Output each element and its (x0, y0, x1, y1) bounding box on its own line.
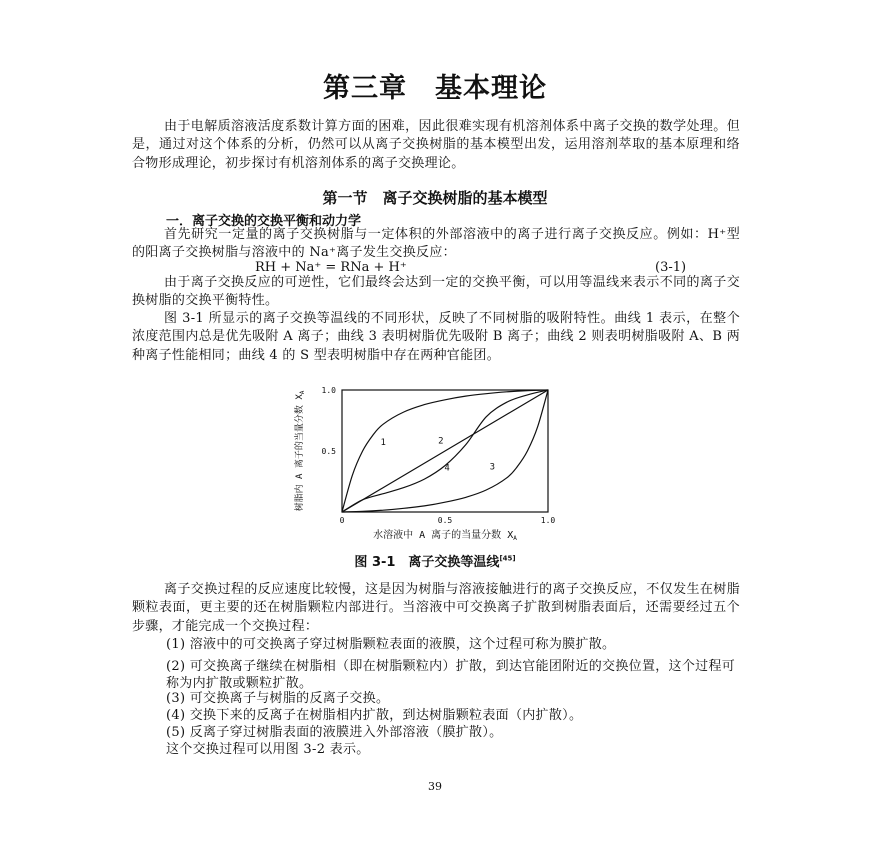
chapter-title: 第三章 基本理论 (323, 73, 547, 104)
equation: RH + Na⁺ = RNa + H⁺ (255, 260, 407, 275)
step-1: (1) 溶液中的可交换离子穿过树脂颗粒表面的液膜，这个过程可称为膜扩散。 (166, 637, 616, 652)
figure-reference: [45] (499, 554, 516, 563)
step-2: (2) 可交换离子继续在树脂相（即在树脂颗粒内）扩散，到达官能团附近的交换位置，这个过程可称为内扩散或颗粒扩散。 (166, 659, 736, 691)
x-axis-label (373, 528, 517, 542)
curve-label-4: 4 (444, 463, 450, 474)
step-4: (4) 交换下来的反离子在树脂相内扩散，到达树脂颗粒表面（内扩散）。 (166, 708, 583, 723)
intro-paragraph: 由于电解质溶液活度系数计算方面的困难，因此很难实现有机溶剂体系中离子交换的数学处理。但是，通过对这个体系的分析，仍然可以从离子交换树脂的基本模型出发，运用溶剂萃取的基本原理和络合物形成理论，初步探讨有机溶剂体系的离子交换理论。 (132, 119, 740, 171)
y-axis-label (293, 390, 306, 511)
closing-line: 这个交换过程可以用图 3-2 表示。 (166, 742, 370, 757)
curve-label-1: 1 (380, 437, 386, 448)
subsection-title: 一．离子交换的交换平衡和动力学 (166, 214, 362, 229)
paragraph-2: 由于离子交换反应的可逆性，它们最终会达到一定的交换平衡，可以用等温线来表示不同的离子交换树脂的交换平衡特性。 (132, 275, 740, 309)
y-axis-label-subscript: A (299, 390, 306, 395)
equation-number: (3-1) (655, 260, 687, 275)
paragraph-3: 图 3-1 所显示的离子交换等温线的不同形状，反映了不同树脂的吸附特性。曲线 1 表示，在整个浓度范围内总是优先吸附 A 离子；曲线 3 表明树脂优先吸附 B 离子；曲线 2 则表明树脂吸附 A、B 两种离子性能相同；曲线 4 的 S 型表明树脂中存在两种官能团。 (132, 311, 740, 363)
figure-caption (0, 551, 870, 570)
step-3: (3) 可交换离子与树脂的反离子交换。 (166, 691, 390, 706)
paragraph-1: 首先研究一定量的离子交换树脂与一定体积的外部溶液中的离子进行离子交换反应。例如：H⁺型的阳离子交换树脂与溶液中的 Na⁺离子发生交换反应： (132, 227, 740, 261)
section-title: 第一节 离子交换树脂的基本模型 (322, 189, 548, 207)
figure-caption-text: 图 3-1 离子交换等温线 (354, 555, 500, 570)
x-axis-label-text: 水溶液中 A 离子的当量分数 X (373, 530, 514, 541)
isotherm-chart (288, 380, 578, 542)
step-5: (5) 反离子穿过树脂表面的液膜进入外部溶液（膜扩散）。 (166, 725, 503, 740)
curve-2 (342, 390, 548, 512)
y-axis-label-text: 树脂内 A 离子的当量分数 X (295, 394, 305, 512)
page-number: 39 (428, 780, 442, 793)
x-tick-label: 1.0 (540, 516, 556, 525)
x-tick-label: 0 (339, 516, 345, 525)
x-axis-label-subscript: A (513, 535, 517, 542)
curves-layer (342, 390, 548, 512)
y-tick-label: 1.0 (321, 386, 336, 395)
curve-label-2: 2 (438, 436, 444, 447)
x-tick-label: 0.5 (437, 516, 453, 525)
y-tick-label: 0.5 (321, 447, 336, 456)
curve-label-3: 3 (489, 462, 496, 473)
paragraph-4: 离子交换过程的反应速度比较慢，这是因为树脂与溶液接触进行的离子交换反应，不仅发生在树脂颗粒表面，更主要的还在树脂颗粒内部进行。当溶液中可交换离子扩散到树脂表面后，还需要经过五个步骤，才能完成一个交换过程： (132, 582, 740, 634)
chart-svg (288, 380, 578, 542)
